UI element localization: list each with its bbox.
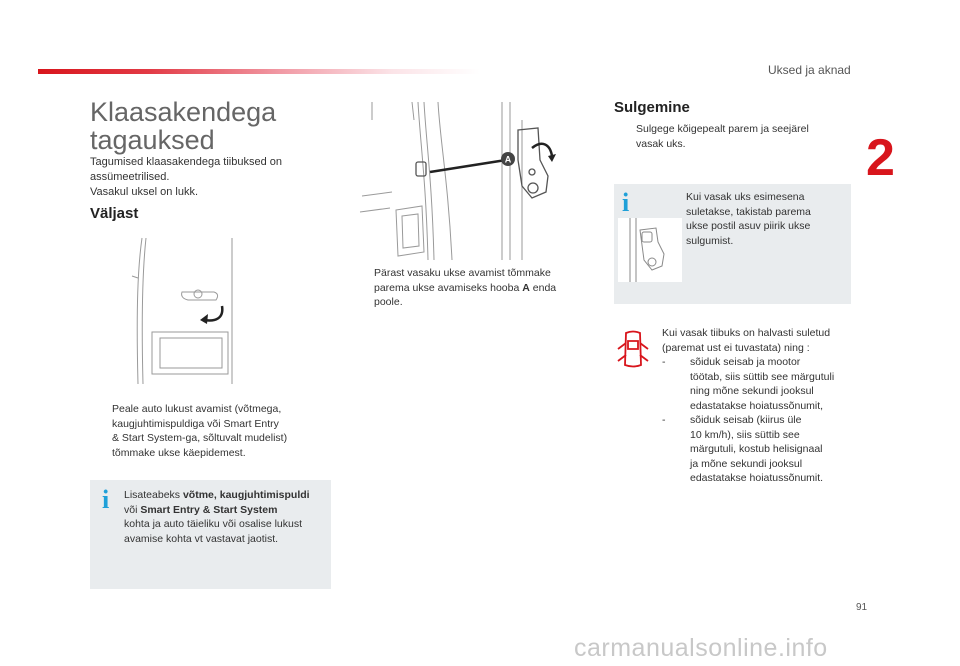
car-door-open-warning-icon [616, 329, 650, 369]
warning-line: Kui vasak tiibuks on halvasti suletud [662, 327, 831, 339]
warning-dash: - [662, 414, 666, 426]
page-title [90, 98, 276, 154]
warning-item [662, 355, 852, 413]
section-heading-closing: Sulgemine [614, 99, 690, 116]
bullet-line: poole. [374, 296, 403, 308]
bullet-outside-open [90, 402, 330, 460]
info-line: Lisateabeks võtme, kaugjuhtimispuldi [124, 489, 310, 501]
intro-line: Tagumised klaasakendega tiibuksed on [90, 156, 283, 168]
warning-item-line: edastatakse hoiatussõnumit, [690, 399, 824, 412]
chapter-number: 2 [866, 129, 895, 187]
page-title-line: tagauksed [90, 125, 215, 155]
info-line: sulgumist. [686, 234, 734, 247]
intro-line: assümeetrilised. [90, 171, 170, 183]
warning-item-line: ning mõne sekundi jooksul [690, 385, 814, 397]
callout-a-label: A [504, 154, 512, 165]
bullet-line: vasak uks. [636, 137, 686, 150]
bullet-text [614, 122, 850, 151]
page-number: 91 [856, 602, 868, 613]
info-line: või Smart Entry & Start System [124, 503, 278, 516]
info-line: ukse postil asuv piirik ukse [686, 220, 811, 232]
info-box-text [124, 488, 329, 546]
warning-dash: - [662, 356, 666, 368]
warning-item-line: 10 km/h), siis süttib see [690, 428, 800, 441]
info-box-text [686, 190, 846, 248]
watermark: carmanualsonline.info [574, 634, 828, 662]
info-icon: i [622, 188, 630, 217]
warning-item-line: töötab, siis süttib see märgutuli [690, 370, 835, 383]
info-line: suletakse, takistab parema [686, 205, 811, 218]
door-lever-illustration [352, 100, 578, 262]
warning-item [662, 413, 852, 486]
bullet-closing [614, 122, 850, 151]
warning-item-line: edastatakse hoiatussõnumit. [690, 472, 824, 484]
info-box-stopper [614, 184, 851, 304]
info-line: kohta ja auto täieliku või osalise lukust [124, 518, 303, 530]
warning-line: (paremat ust ei tuvastata) ning : [662, 341, 810, 354]
bullet-text [90, 402, 330, 460]
intro-text [90, 155, 282, 200]
intro-line: Vasakul uksel on lukk. [90, 186, 199, 198]
warning-item-line: sõiduk seisab ja mootor [690, 356, 801, 368]
bullet-text [352, 266, 582, 310]
warning-text [662, 326, 852, 486]
bullet-line: Pärast vasaku ukse avamist tõmmake [374, 267, 551, 279]
section-heading-outside: Väljast [90, 205, 139, 222]
warning-item-line: sõiduk seisab (kiirus üle [690, 414, 802, 426]
header-accent-bar [38, 69, 480, 74]
rear-door-handle-illustration [130, 236, 248, 386]
bullet-line: tõmmake ukse käepidemest. [112, 446, 246, 459]
bullet-line: Peale auto lukust avamist (võtmega, [112, 403, 282, 415]
info-line: Kui vasak uks esimesena [686, 191, 805, 203]
page-title-line: Klaasakendega [90, 97, 277, 127]
bullet-line: parema ukse avamiseks hooba A enda [374, 281, 557, 294]
bullet-lever-a [352, 266, 582, 310]
chapter-title: Uksed ja aknad [768, 63, 851, 77]
info-box-remote [90, 480, 331, 589]
bullet-line: kaugjuhtimispuldiga või Smart Entry [112, 417, 279, 430]
info-icon: i [102, 485, 110, 514]
bullet-line: Sulgege kõigepealt parem ja seejärel [636, 123, 809, 135]
info-line: avamise kohta vt vastavat jaotist. [124, 532, 279, 545]
bullet-line: & Start System-ga, sõltuvalt mudelist) [112, 432, 288, 444]
warning-item-line: märgutuli, kostub helisignaal [690, 443, 823, 455]
warning-item-line: ja mõne sekundi jooksul [690, 457, 803, 470]
door-stopper-thumbnail [618, 218, 682, 282]
